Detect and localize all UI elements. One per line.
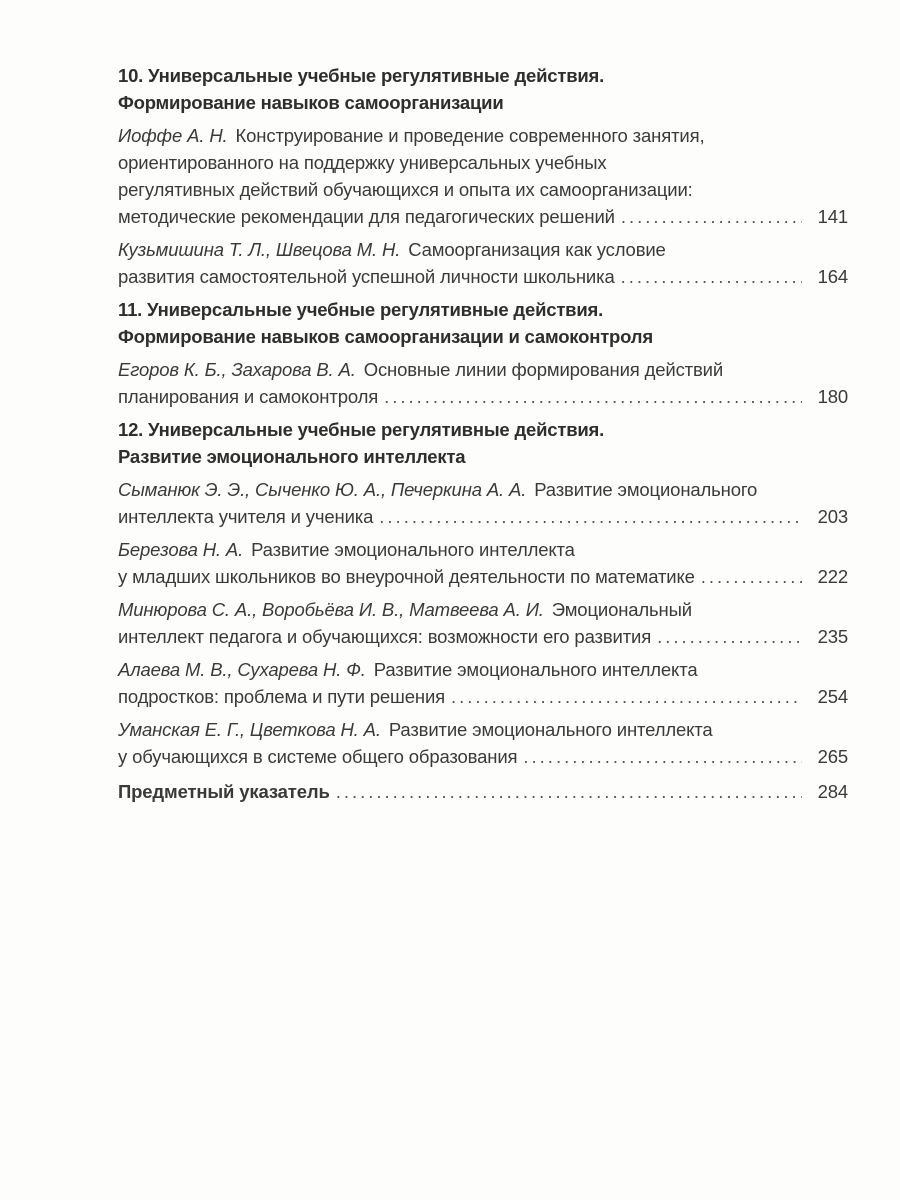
entry-title-text: планирования и самоконтроля [118,386,379,407]
dot-leader [336,778,802,805]
dot-leader [657,623,802,650]
entry-title-text: ориентированного на поддержку универсальных учебных [118,152,607,173]
toc-entry [118,122,848,230]
entry-title-text: интеллекта учителя и ученика [118,506,374,527]
dot-leader [621,263,802,290]
entry-line [118,476,848,503]
entry-title-text: развития самостоятельной успешной личности школьника [118,266,615,287]
section-title: Формирование навыков самоорганизации и самоконтроля [118,326,653,347]
entry-title-text: Эмоциональный [551,599,692,620]
dot-leader [523,743,802,770]
toc-entry [118,716,848,770]
dot-leader [379,503,802,530]
entry-author: Алаева М. В., Сухарева Н. Ф. [118,659,366,680]
page-number: 164 [817,266,848,287]
toc-entry [118,536,848,590]
dot-leader [451,683,802,710]
page-number: 284 [817,781,848,802]
entry-line [118,356,848,383]
entry-author: Березова Н. А. [118,539,244,560]
section-title: 10. Универсальные учебные регулятивные действия. [118,65,605,86]
toc-section [118,416,848,770]
entry-line [118,149,848,176]
toc-entry [118,236,848,290]
entry-line [118,563,848,590]
section-title: Развитие эмоционального интеллекта [118,446,466,467]
entry-line [118,383,848,410]
entry-author: Егоров К. Б., Захарова В. А. [118,359,356,380]
entry-line [118,656,848,683]
entry-title-text: у обучающихся в системе общего образования [118,746,518,767]
page-number: 203 [817,506,848,527]
entry-title-text: интеллект педагога и обучающихся: возможности его развития [118,626,652,647]
entry-line [118,236,848,263]
toc-entry [118,476,848,530]
page-number: 254 [817,686,848,707]
entry-author: Минюрова С. А., Воробьёва И. В., Матвеева А. И. [118,599,544,620]
entry-author: Иоффе А. Н. [118,125,228,146]
entry-title-text: Развитие эмоционального интеллекта [251,539,575,560]
index-label: Предметный указатель [118,781,330,802]
page-number: 222 [817,566,848,587]
entry-title-text: Развитие эмоционального интеллекта [373,659,698,680]
entry-title-text: у младших школьников во внеурочной деятельности по математике [118,566,695,587]
section-title: 12. Универсальные учебные регулятивные действия. [118,419,605,440]
entry-line [118,263,848,290]
toc-entry [118,356,848,410]
entry-line [118,503,848,530]
entry-line [118,623,848,650]
entry-title-text: методические рекомендации для педагогических решений [118,206,615,227]
section-title: 11. Универсальные учебные регулятивные действия. [118,299,604,320]
entry-author: Кузьмишина Т. Л., Швецова М. Н. [118,239,401,260]
entry-title-text: Самоорганизация как условие [408,239,666,260]
entry-line [118,536,848,563]
toc-entry [118,596,848,650]
entry-line [118,743,848,770]
page-number: 180 [817,386,848,407]
entry-line [118,203,848,230]
index-entry [118,778,848,805]
dot-leader [621,203,802,230]
entry-title-text: Конструирование и проведение современного занятия, [235,125,705,146]
entry-line [118,683,848,710]
page-number: 141 [817,206,848,227]
table-of-contents [118,62,848,805]
dot-leader [701,563,802,590]
entry-title-text: Развитие эмоционального [534,479,758,500]
entry-line [118,716,848,743]
entry-author: Уманская Е. Г., Цветкова Н. А. [118,719,381,740]
entry-title-text: Развитие эмоционального интеллекта [388,719,713,740]
page-number: 235 [817,626,848,647]
dot-leader [384,383,802,410]
toc-section [118,62,848,290]
toc-section [118,296,848,410]
entry-line [118,176,848,203]
entry-author: Сыманюк Э. Э., Сыченко Ю. А., Печеркина А. А. [118,479,527,500]
entry-title-text: Основные линии формирования действий [363,359,724,380]
toc-entry [118,656,848,710]
section-title: Формирование навыков самоорганизации [118,92,504,113]
entry-title-text: регулятивных действий обучающихся и опыта их самоорганизации: [118,179,693,200]
entry-line [118,122,848,149]
entry-title-text: подростков: проблема и пути решения [118,686,446,707]
entry-line [118,596,848,623]
page-number: 265 [817,746,848,767]
